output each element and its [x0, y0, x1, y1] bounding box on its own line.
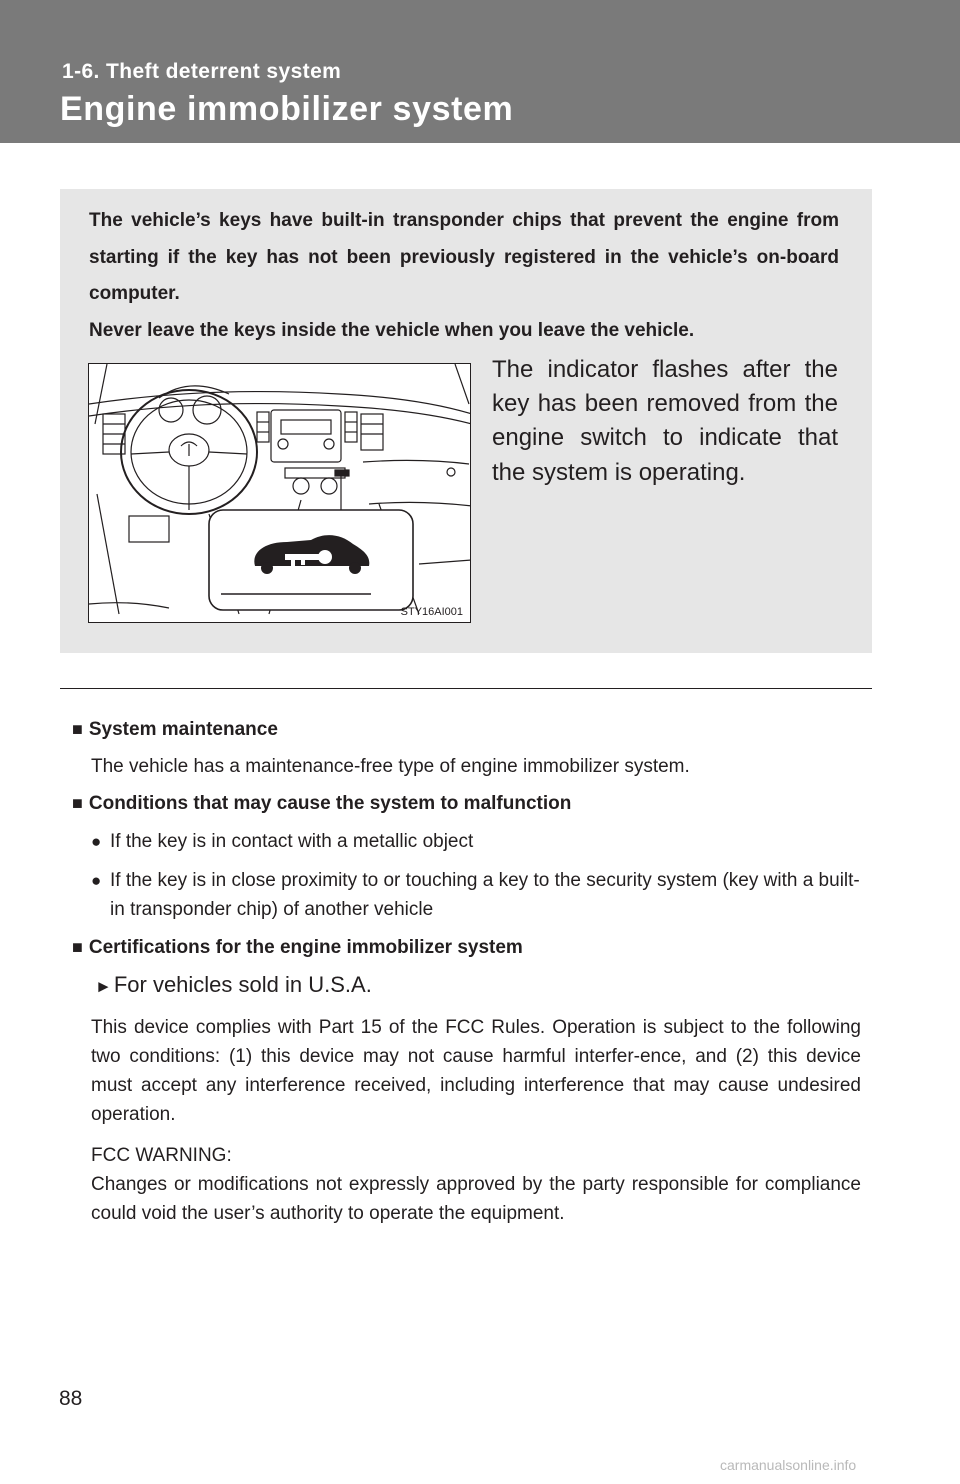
dashboard-illustration — [88, 363, 471, 623]
fcc-warning-label: FCC WARNING: — [91, 1145, 232, 1166]
maintenance-heading — [72, 716, 862, 743]
certifications-heading-text: Certifications for the engine immobilizer system — [88, 937, 523, 958]
list-item — [91, 827, 862, 856]
summary-box — [60, 189, 872, 653]
square-bullet-icon: ■ — [72, 719, 83, 739]
figure-code: STY16AI001 — [400, 606, 463, 618]
intro-text — [89, 203, 839, 349]
page-title: Engine immobilizer system — [60, 90, 514, 128]
watermark: carmanualsonline.info — [720, 1457, 857, 1473]
malfunction-heading-text: Conditions that may cause the system to malfunction — [88, 793, 572, 814]
circle-bullet-icon: ● — [91, 871, 102, 890]
square-bullet-icon: ■ — [72, 937, 83, 957]
dashboard-drawing — [89, 364, 471, 623]
region-label-text: For vehicles sold in U.S.A. — [113, 972, 372, 997]
fcc-warning-text: Changes or modifications not expressly approved by the party responsible for compliance could void the user’s authority to operate the equipment. — [91, 1174, 861, 1224]
intro-warning: Never leave the keys inside the vehicle when you leave the vehicle. — [89, 319, 695, 341]
triangle-arrow-icon: ► — [95, 977, 112, 996]
maintenance-text: The vehicle has a maintenance-free type of engine immobilizer system. — [91, 756, 690, 777]
fcc-warning — [91, 1141, 861, 1228]
intro-paragraph: The vehicle’s keys have built-in transponder chips that prevent the engine from starting if the key has not been previously registered in the vehicle’s on-board computer. — [89, 210, 839, 304]
certifications-heading — [72, 934, 862, 961]
page-content — [72, 716, 862, 1228]
list-item — [91, 866, 862, 924]
list-item-text: If the key is in close proximity to or touching a key to the security system (key with a built-in transponder chip) of another vehicle — [110, 870, 860, 920]
malfunction-heading — [72, 790, 862, 817]
fcc-compliance-text: This device complies with Part 15 of the FCC Rules. Operation is subject to the following two conditions: (1) this device may not cause harmful interfer-ence, and (2) this device must accept any interference received, including interference that may cause undesired operation. — [91, 1017, 861, 1125]
square-bullet-icon: ■ — [72, 793, 83, 813]
circle-bullet-icon: ● — [91, 832, 102, 851]
region-label — [95, 971, 862, 1001]
section-divider — [60, 688, 872, 689]
section-label: 1-6. Theft deterrent system — [62, 60, 342, 83]
maintenance-heading-text: System maintenance — [88, 719, 278, 740]
list-item-text: If the key is in contact with a metallic object — [110, 831, 474, 852]
page-number: 88 — [59, 1387, 83, 1410]
indicator-callout: The indicator flashes after the key has been removed from the engine switch to indicate that the system is operating. — [492, 356, 838, 486]
page-header — [0, 0, 960, 143]
